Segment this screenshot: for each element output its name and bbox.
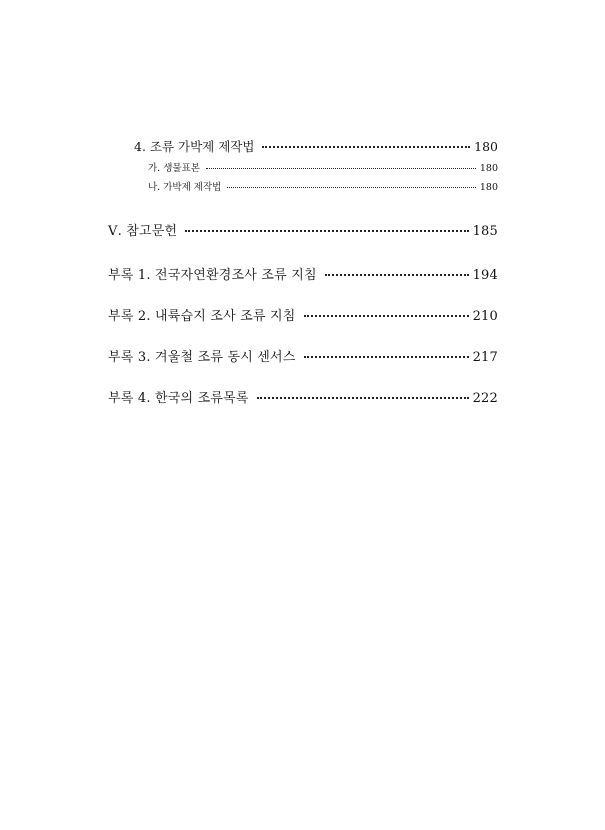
toc-entry-title: 가. 생물표본 bbox=[148, 163, 200, 174]
toc-entry-page: 194 bbox=[472, 268, 498, 283]
toc-entry-page: 180 bbox=[479, 182, 498, 193]
toc-dot-leader bbox=[257, 397, 469, 399]
toc-entry-bird-mount-method[interactable] bbox=[134, 137, 498, 155]
toc-entry-title: 부록 1. 전국자연환경조사 조류 지침 bbox=[108, 268, 317, 283]
toc-entry-appendix-3[interactable] bbox=[108, 346, 498, 365]
toc-dot-leader bbox=[304, 315, 469, 317]
toc-entry-page: 222 bbox=[472, 391, 498, 406]
toc-entry-page: 210 bbox=[472, 309, 498, 324]
toc-entry-page: 180 bbox=[479, 163, 498, 174]
toc-entry-page: 180 bbox=[474, 139, 498, 154]
toc-entry-title: 나. 가박제 제작법 bbox=[148, 182, 222, 193]
toc-entry-page: 217 bbox=[472, 350, 498, 365]
toc-entry-appendix-1[interactable] bbox=[108, 264, 498, 283]
toc-entry-page: 185 bbox=[472, 224, 498, 239]
toc-entry-title: 부록 2. 내륙습지 조사 조류 지침 bbox=[108, 309, 296, 324]
toc-dot-leader bbox=[262, 146, 470, 148]
toc-dot-leader bbox=[206, 168, 476, 169]
toc-dot-leader bbox=[304, 356, 469, 358]
toc-entry-title: Ⅴ. 참고문헌 bbox=[108, 224, 178, 239]
toc-entry-title: 4. 조류 가박제 제작법 bbox=[134, 139, 255, 154]
toc-entry-appendix-4[interactable] bbox=[108, 387, 498, 406]
toc-entry-title: 부록 4. 한국의 조류목록 bbox=[108, 391, 249, 406]
toc-dot-leader bbox=[227, 187, 476, 188]
toc-entry-appendix-2[interactable] bbox=[108, 305, 498, 324]
toc-entry-mount-making[interactable] bbox=[148, 179, 498, 193]
toc-dot-leader bbox=[325, 274, 469, 276]
toc-entry-biological-specimen[interactable] bbox=[148, 160, 498, 174]
toc-dot-leader bbox=[185, 230, 468, 232]
toc-entry-title: 부록 3. 겨울철 조류 동시 센서스 bbox=[108, 350, 296, 365]
toc-entry-references[interactable] bbox=[108, 220, 498, 239]
